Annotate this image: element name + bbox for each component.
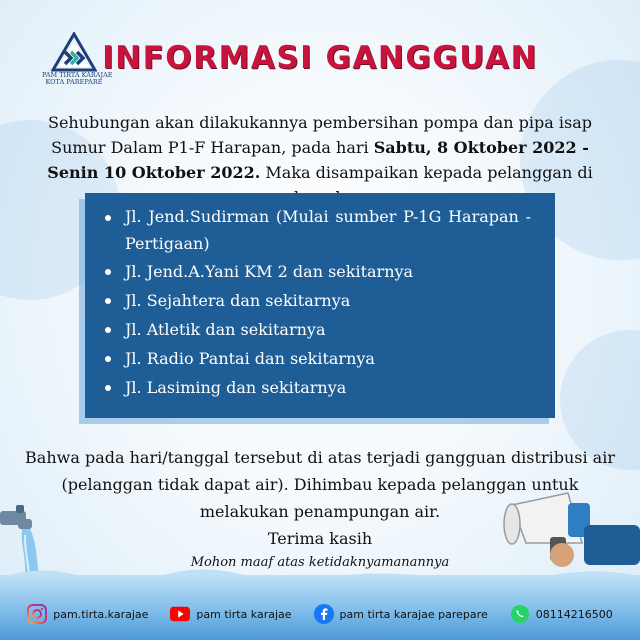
area-item: Jl. Lasiming dan sekitarnya <box>125 373 531 402</box>
whatsapp-link[interactable] <box>510 604 613 624</box>
thanks-text: Terima kasih <box>267 529 373 548</box>
intro-date-range: Sabtu, 8 Oktober 2022 - Senin 10 Oktober 2022. <box>47 138 589 182</box>
area-item: Jl. Jend.A.Yani KM 2 dan sekitarnya <box>125 257 531 286</box>
apology-text: Mohon maaf atas ketidaknyamanannya <box>190 555 450 570</box>
affected-areas-box <box>85 193 555 418</box>
youtube-link[interactable] <box>170 604 291 624</box>
logo-city: KOTA PAREPARE <box>45 78 103 86</box>
instagram-icon <box>27 604 47 624</box>
whatsapp-icon <box>510 604 530 624</box>
area-item: Jl. Radio Pantai dan sekitarnya <box>125 344 531 373</box>
area-item: Jl. Jend.Sudirman (Mulai sumber P-1G Harapan - Pertigaan) <box>125 203 531 257</box>
whatsapp-number: 08114216500 <box>535 607 613 621</box>
closing-line: (pelanggan tidak dapat air). Dihimbau kepada pelanggan untuk <box>61 475 579 494</box>
facebook-link[interactable] <box>314 604 488 624</box>
instagram-link[interactable] <box>27 604 148 624</box>
affected-areas-list <box>85 193 555 402</box>
area-item: Jl. Atletik dan sekitarnya <box>125 315 531 344</box>
youtube-icon <box>170 604 190 624</box>
youtube-handle: pam tirta karajae <box>196 607 292 621</box>
intro-text-2: Maka disampaikan kepada pelanggan di <box>265 163 593 182</box>
logo-name: PAM TIRTA KARAJAE <box>42 71 113 79</box>
closing-line: melakukan penampungan air. <box>199 502 441 521</box>
facebook-icon <box>314 604 334 624</box>
page-title: INFORMASI GANGGUAN <box>102 40 538 76</box>
area-item: Jl. Sejahtera dan sekitarnya <box>125 286 531 315</box>
instagram-handle: pam.tirta.karajae <box>53 607 149 621</box>
facebook-handle: pam tirta karajae parepare <box>339 607 488 621</box>
social-footer <box>0 600 640 628</box>
intro-text-1: Sehubungan akan dilakukannya pembersihan pompa dan pipa isap Sumur Dalam P1-F Harapan, pada hari <box>48 113 592 157</box>
closing-line: Bahwa pada hari/tanggal tersebut di atas terjadi gangguan distribusi air <box>25 448 615 467</box>
